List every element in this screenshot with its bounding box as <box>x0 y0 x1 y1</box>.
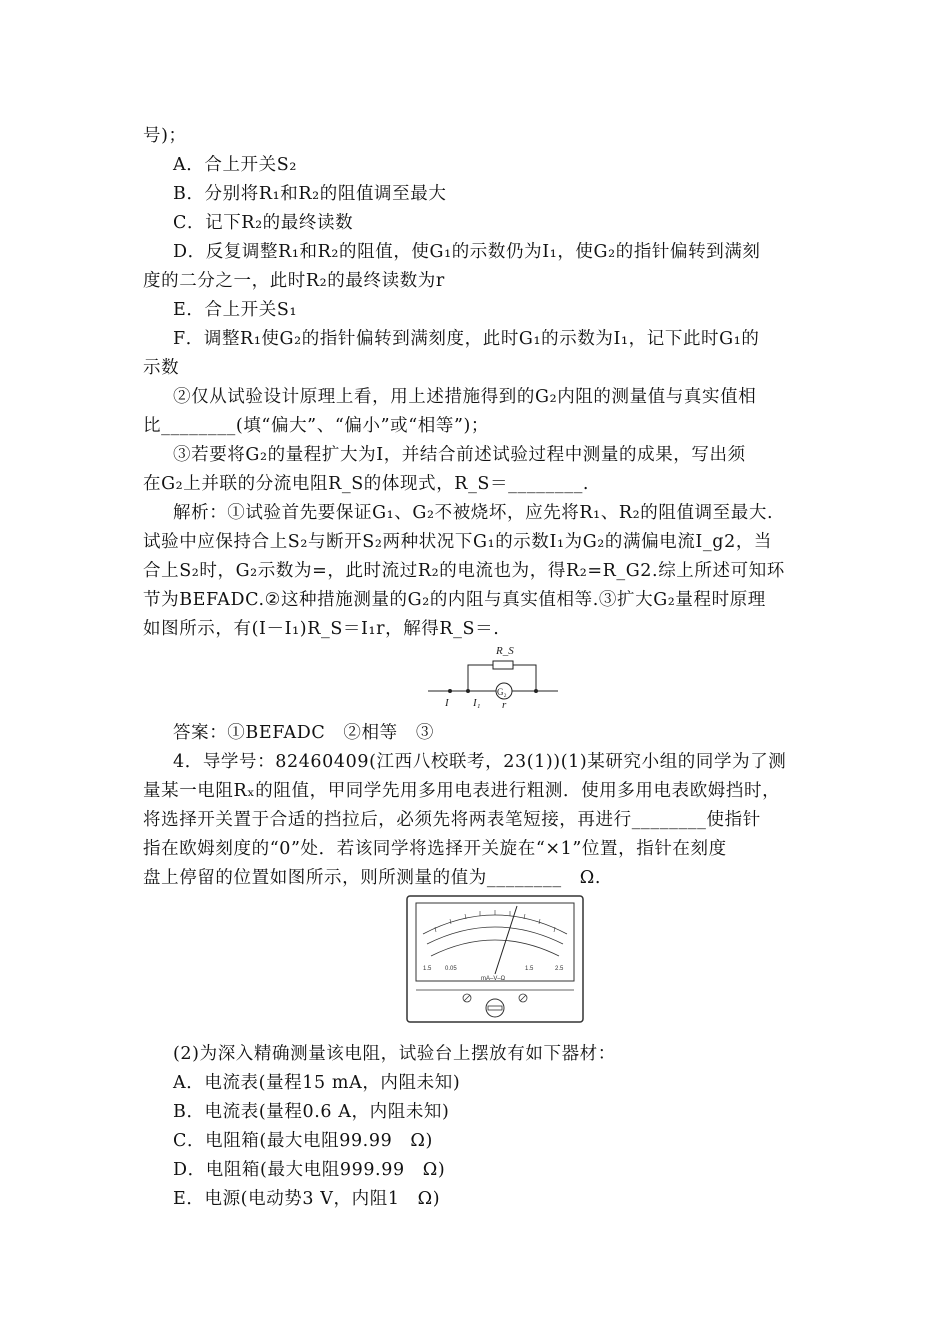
equipment-a: A．电流表(量程15 mA，内阻未知) <box>173 1073 461 1093</box>
analysis-line: 合上S₂时，G₂示数为=，此时流过R₂的电流也为，得R₂=R_G2.综上所述可知环 <box>143 561 785 581</box>
question-4: 4．导学号：82460409(江西八校联考，23(1))(1)某研究小组的同学为了测 <box>173 752 787 772</box>
option-c: C．记下R₂的最终读数 <box>173 213 354 233</box>
label-g2: G₂ <box>497 687 507 697</box>
tick-label: 2.5 <box>555 966 564 972</box>
option-a: A．合上开关S₂ <box>173 155 297 175</box>
question-4-line: 盘上停留的位置如图所示，则所测量的值为________ Ω. <box>143 868 602 888</box>
option-d: D．反复调整R₁和R₂的阻值，使G₁的示数仍为I₁，使G₂的指针偏转到满刻 <box>173 242 761 262</box>
option-e: E．合上开关S₁ <box>173 300 298 320</box>
analysis-line: 如图所示，有(I－I₁)R_S＝I₁r，解得R_S＝. <box>143 619 500 639</box>
label-i: I <box>445 697 449 709</box>
label-i1: I₁ <box>473 697 481 709</box>
equipment-c: C．电阻箱(最大电阻99.99 Ω) <box>173 1131 433 1151</box>
question-4-part2: (2)为深入精确测量该电阻，试验台上摆放有如下器材： <box>173 1044 616 1064</box>
equipment-b: B．电流表(量程0.6 A，内阻未知) <box>173 1102 450 1122</box>
option-b: B．分别将R₁和R₂的阻值调至最大 <box>173 184 447 204</box>
shunt-circuit-diagram <box>425 642 561 710</box>
text-line: 号)； <box>143 126 187 146</box>
option-f: F．调整R₁使G₂的指针偏转到满刻度，此时G₁的示数为I₁，记下此时G₁的 <box>173 329 760 349</box>
question-3: ③若要将G₂的量程扩大为I，并结合前述试验过程中测量的成果，写出须 <box>173 445 746 465</box>
option-f-cont: 示数 <box>143 358 180 378</box>
unit-label: mA–V–Ω <box>481 976 506 982</box>
question-2: ②仅从试验设计原理上看，用上述措施得到的G₂内阻的测量值与真实值相 <box>173 387 757 407</box>
question-4-line: 将选择开关置于合适的挡拉后，必须先将两表笔短接，再进行________使指针 <box>143 810 761 830</box>
equipment-e: E．电源(电动势3 V，内阻1 Ω) <box>173 1189 441 1209</box>
analysis-line: 解析：①试验首先要保证G₁、G₂不被烧坏，应先将R₁、R₂的阻值调至最大. <box>173 503 774 523</box>
question-2-cont: 比________(填“偏大”、“偏小”或“相等”)； <box>143 416 490 436</box>
option-d-cont: 度的二分之一，此时R₂的最终读数为r <box>143 271 445 291</box>
tick-label: 0.05 <box>445 966 457 972</box>
analysis-line: 节为BEFADC.②这种措施测量的G₂的内阻与真实值相等.③扩大G₂量程时原理 <box>143 590 766 610</box>
multimeter-dial-figure <box>405 894 585 1024</box>
tick-label: 1.5 <box>423 966 432 972</box>
answer-line: 答案：①BEFADC ②相等 ③ <box>173 723 434 743</box>
analysis-line: 试验中应保持合上S₂与断开S₂两种状况下G₁的示数I₁为G₂的满偏电流I_g2，当 <box>143 532 773 552</box>
question-4-line: 指在欧姆刻度的“0”处．若该同学将选择开关旋在“×1”位置，指针在刻度 <box>143 839 727 859</box>
tick-label: 1.5 <box>525 966 534 972</box>
question-4-line: 量某一电阻Rₓ的阻值，甲同学先用多用电表进行粗测．使用多用电表欧姆挡时， <box>143 781 781 801</box>
equipment-d: D．电阻箱(最大电阻999.99 Ω) <box>173 1160 446 1180</box>
label-rs: R_S <box>496 645 514 657</box>
question-3-cont: 在G₂上并联的分流电阻R_S的体现式，R_S＝________. <box>143 474 590 494</box>
label-r: r <box>502 699 507 710</box>
